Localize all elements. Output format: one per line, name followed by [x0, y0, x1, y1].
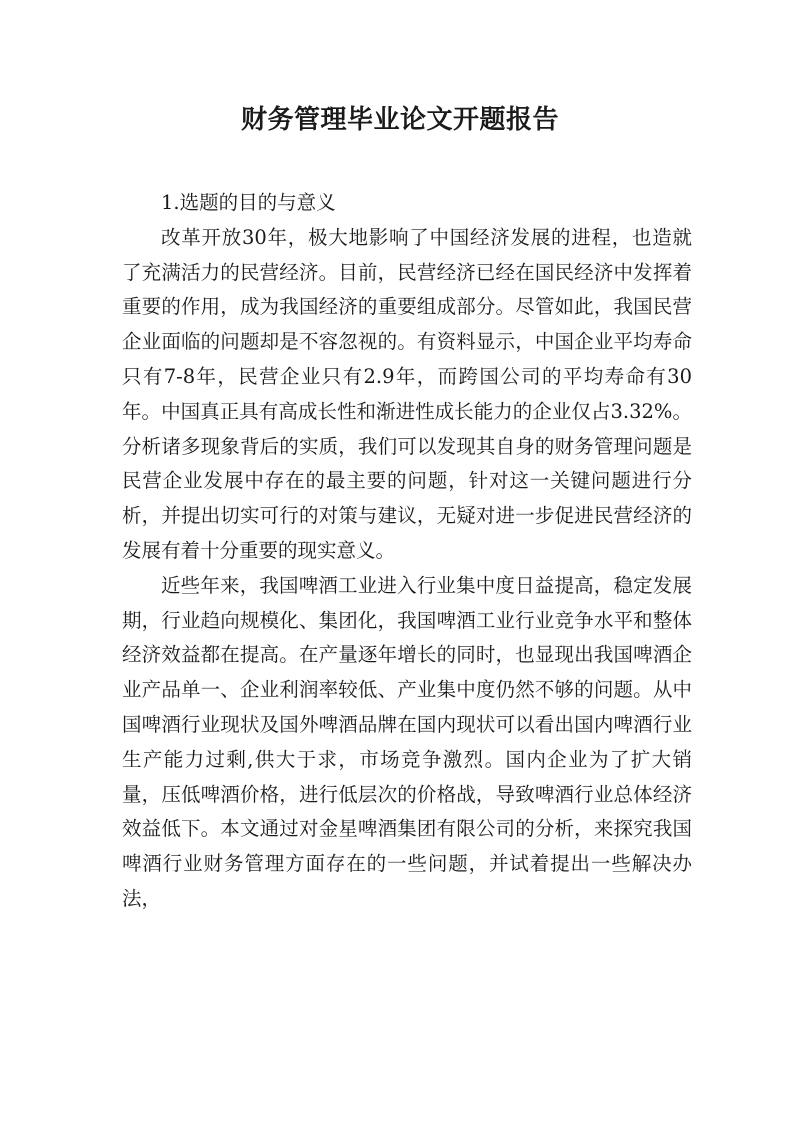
document-title: 财务管理毕业论文开题报告: [240, 105, 559, 135]
section-heading: 1.选题的目的与意义: [161, 191, 336, 214]
paragraph: 改革开放30年，极大地影响了中国经济发展的进程，也造就了充满活力的民营经济。目前，民营经济已经在国民经济中发挥着重要的作用，成为我国经济的重要组成部分。尽管如此，我国民营企业面临的问题却是不容忽视的。有资料显示，中国企业平均寿命只有7-8年，民营企业只有2.9年，而跨国公司的平均寿命有30年。中国真正具有高成长性和渐进性成长能力的企业仅占3.32%。分析诸多现象背后的实质，我们可以发现其自身的财务管理问题是民营企业发展中存在的最主要的问题，针对这一关键问题进行分析，并提出切实可行的对策与建议，无疑对进一步促进民营经济的发展有着十分重要的现实意义。: [122, 225, 692, 562]
document-body: [122, 186, 692, 917]
paragraph: 近些年来，我国啤酒工业进入行业集中度日益提高，稳定发展期，行业趋向规模化、集团化，我国啤酒工业行业竞争水平和整体经济效益都在提高。在产量逐年增长的同时，也显现出我国啤酒企业产品单一、企业利润率较低、产业集中度仍然不够的问题。从中国啤酒行业现状及国外啤酒品牌在国内现状可以看出国内啤酒行业生产能力过剩,供大于求，市场竞争激烈。国内企业为了扩大销量，压低啤酒价格，进行低层次的价格战，导致啤酒行业总体经济效益低下。本文通过对金星啤酒集团有限公司的分析，来探究我国啤酒行业财务管理方面存在的一些问题，并试着提出一些解决办法，: [122, 573, 692, 910]
